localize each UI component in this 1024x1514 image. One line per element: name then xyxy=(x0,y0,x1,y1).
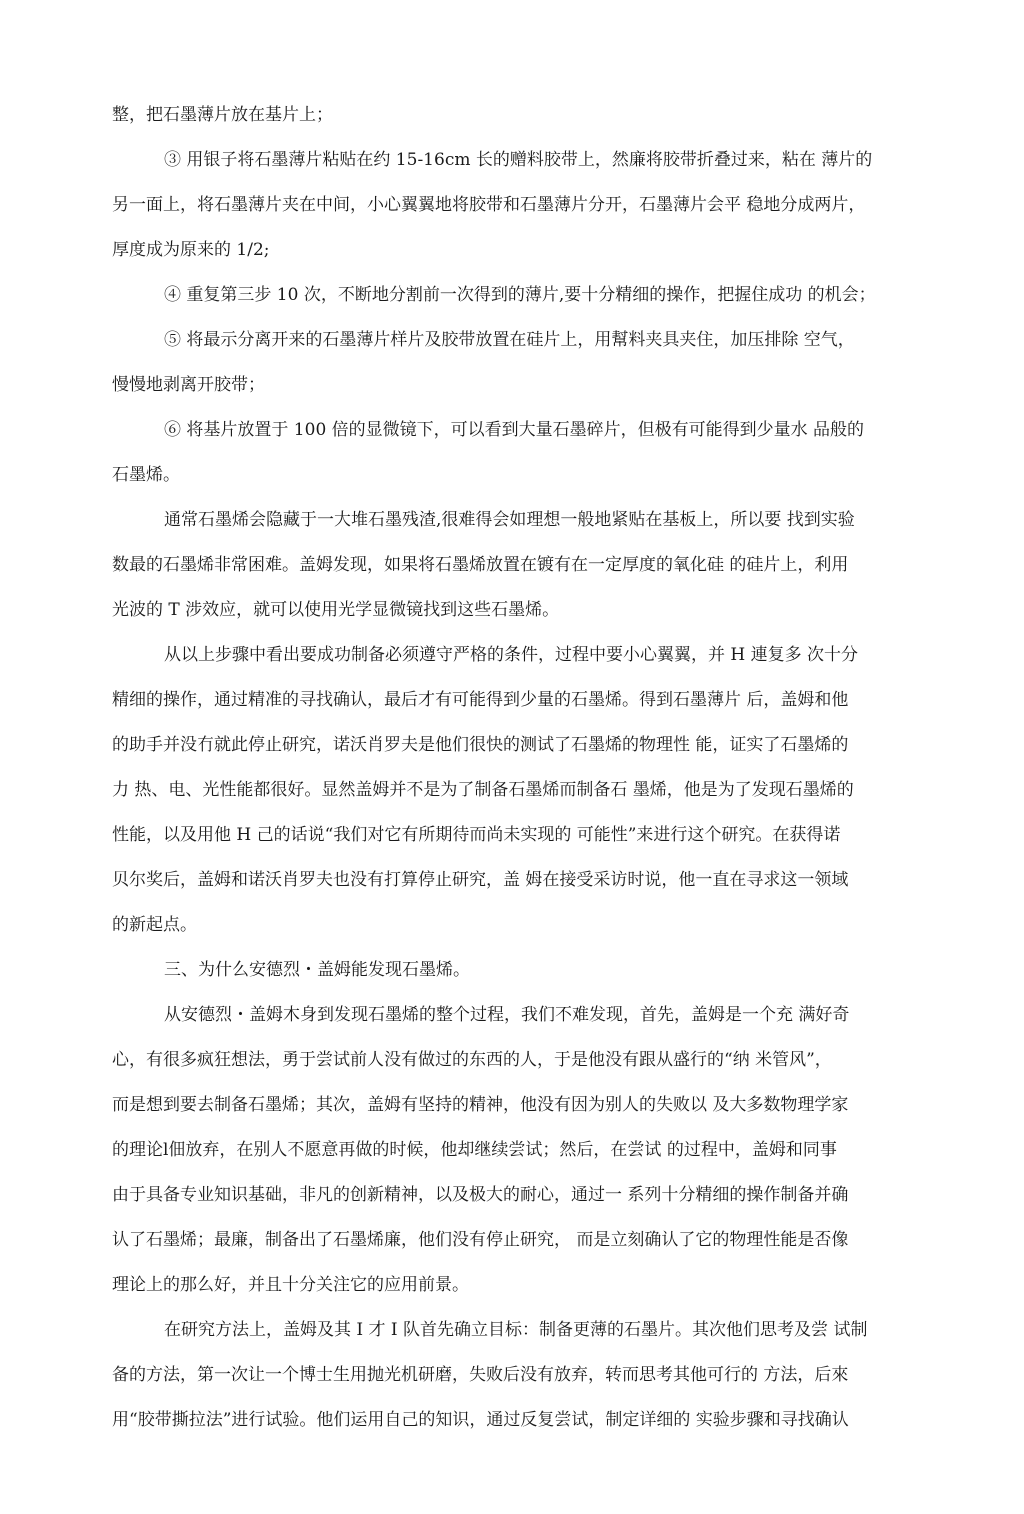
step-6-line-1: ⑥ 将基片放置于 100 倍的显微镜下，可以看到大量石墨碎片，但极有可能得到少量水 品般的 xyxy=(164,420,865,440)
paragraph-3-line-4: 的理论l佃放弃，在别人不愿意再做的时候，他却继续尝试；然后，在尝试 的过程中，盖姆和同事 xyxy=(112,1140,837,1160)
step-3-line-3: 厚度成为原来的 1/2; xyxy=(112,240,270,260)
paragraph-2-line-2: 精细的操作，通过精准的寻找确认，最后才有可能得到少量的石墨烯。得到石墨薄片 后，盖姆和他 xyxy=(112,690,849,710)
paragraph-2-line-1: 从以上步骤中看出要成功制备必须遵守严格的条件，过程中要小心翼翼，并 H 連复多 次十分 xyxy=(164,645,859,665)
step-3-line-1: ③ 用银子将石墨薄片粘贴在约 15-16cm 长的赠料胶带上，然廉将胶带折叠过来，粘在 薄片的 xyxy=(164,150,873,170)
paragraph-3-line-3: 而是想到要去制备石墨烯；其次，盖姆有坚持的精神，他没有因为别人的失败以 及大多数物理学家 xyxy=(112,1095,849,1115)
paragraph-4-line-2: 备的方法，第一次让一个博士生用抛光机研磨，失败后没有放弃，转而思考其他可行的 方法，后來 xyxy=(112,1365,849,1385)
paragraph-1-line-2: 数最的石墨烯非常困难。盖姆发现，如果将石墨烯放置在镀有在一定厚度的氧化硅 的硅片上，利用 xyxy=(112,555,849,575)
text-line-continuation: 整，把石墨薄片放在基片上； xyxy=(112,105,333,125)
paragraph-2-line-7: 的新起点。 xyxy=(112,915,197,935)
paragraph-3-line-7: 理论上的那么好，并且十分关注它的应用前景。 xyxy=(112,1275,469,1295)
paragraph-2-line-3: 的助手并没冇就此停止研究，诺沃肖罗夫是他们很快的测试了石墨烯的物理性 能，证实了石墨烯的 xyxy=(112,735,849,755)
step-5-line-2: 慢慢地剥离开胶带； xyxy=(112,375,265,395)
paragraph-3-line-2: 心，有很多疯狂想法，勇于尝试前人没有做过的东西的人，于是他没有跟从盛行的“纳 米管风”， xyxy=(112,1050,832,1070)
paragraph-3-line-5: 由于具备专业知识基础，非凡的创新精神，以及极大的耐心，通过一 系列十分精细的操作制备并确 xyxy=(112,1185,849,1205)
paragraph-4-line-3: 用“胶带撕拉法”进行试验。他们运用自己的知识，通过反复尝试，制定详细的 实验步骤和寻找确认 xyxy=(112,1410,849,1430)
paragraph-1-line-1: 通常石墨烯会隐藏于一大堆石墨残渣,很难得会如理想一般地紧贴在基板上，所以要 找到实验 xyxy=(164,510,855,530)
paragraph-3-line-1: 从安德烈・盖姆木身到发现石墨烯的整个过程，我们不难发现，首先，盖姆是一个充 满好奇 xyxy=(164,1005,850,1025)
step-3-line-2: 另一面上，将石墨薄片夹在中间，小心翼翼地将胶带和石墨薄片分开，石墨薄片会平 稳地分成两片， xyxy=(112,195,866,215)
paragraph-2-line-4: 力 热、电、光性能都很好。显然盖姆并不是为了制备石墨烯而制备石 墨烯，他是为了发现石墨烯的 xyxy=(112,780,854,800)
paragraph-2-line-6: 贝尔奖后，盖姆和诺沃肖罗夫也没有打算停止研究，盖 姆在接受采访时说，他一直在寻求这一领域 xyxy=(112,870,849,890)
paragraph-3-line-6: 认了石墨烯；最廉，制备出了石墨烯廉，他们没有停止研究， 而是立刻确认了它的物理性能是否像 xyxy=(112,1230,849,1250)
paragraph-1-line-3: 光波的 T 涉效应，就可以使用光学显微镜找到这些石墨烯。 xyxy=(112,600,560,620)
paragraph-4-line-1: 在研究方法上，盖姆及其 I 才 I 队首先确立目标：制备更薄的石墨片。其次他们思考及尝 试制 xyxy=(164,1320,868,1340)
step-4-line-1: ④ 重复第三步 10 次，不断地分割前一次得到的薄片,要十分精细的操作，把握住成功 的机会； xyxy=(164,285,876,305)
step-6-line-2: 石墨烯。 xyxy=(112,465,180,485)
paragraph-2-line-5: 性能，以及用他 H 己的话说“我们对它有所期待而尚未实现的 可能性”来进行这个研究。在获得诺 xyxy=(112,825,841,845)
section-heading: 三、为什么安德烈・盖姆能发现石墨烯。 xyxy=(164,960,470,980)
step-5-line-1: ⑤ 将最示分离开来的石墨薄片样片及胶带放置在硅片上，用幫料夹具夹住，加压排除 空气， xyxy=(164,330,855,350)
